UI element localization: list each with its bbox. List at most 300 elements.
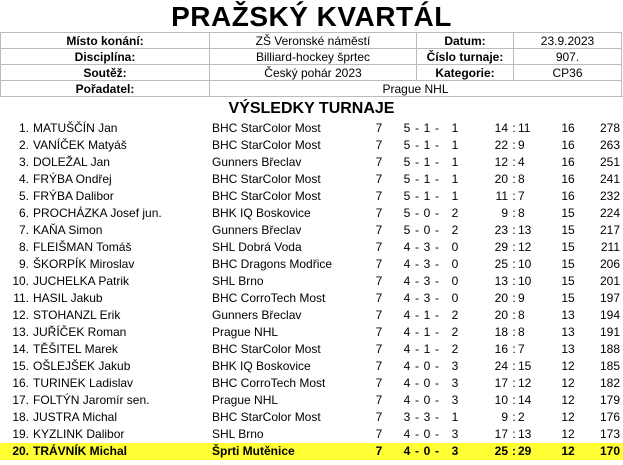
ranking-score: 182 (599, 376, 620, 390)
wdl-separator: - (435, 410, 439, 424)
wins: 4 (403, 274, 411, 288)
wins: 4 (403, 291, 411, 305)
result-rank: 17. (12, 393, 29, 407)
info-row-competition (0, 64, 623, 80)
games-played: 7 (375, 342, 383, 356)
score-separator: : (512, 257, 516, 271)
goals-for: 11 (495, 189, 508, 203)
points: 12 (561, 359, 575, 373)
draws: 3 (423, 291, 431, 305)
result-rank: 13. (12, 325, 29, 339)
player-name: PROCHÁZKA Josef jun. (33, 206, 162, 220)
organizer-value: Prague NHL (209, 80, 622, 96)
goals-for: 25 (494, 444, 508, 458)
losses: 0 (451, 291, 459, 305)
player-name: TURINEK Ladislav (33, 376, 134, 390)
ranking-score: 201 (599, 274, 620, 288)
wdl-separator: - (435, 291, 439, 305)
player-name: HASIL Jakub (33, 291, 103, 305)
wdl-separator: - (415, 240, 419, 254)
points: 16 (561, 155, 575, 169)
result-rank: 9. (18, 257, 29, 271)
score-separator: : (512, 359, 516, 373)
player-name: JUCHELKA Patrik (33, 274, 130, 288)
tournament-no-label: Číslo turnaje: (416, 48, 513, 64)
club-name: BHC StarColor Most (212, 189, 321, 203)
losses: 3 (451, 444, 459, 458)
result-row (0, 409, 623, 426)
results-title: VÝSLEDKY TURNAJE (228, 100, 395, 117)
club-name: SHL Brno (212, 427, 264, 441)
wins: 5 (403, 121, 411, 135)
goals-for: 17 (494, 427, 508, 441)
goals-against: 2 (518, 410, 525, 424)
player-name: DOLEŽAL Jan (33, 155, 110, 169)
goals-against: 11 (518, 121, 531, 135)
result-row (0, 341, 623, 358)
goals-against: 13 (518, 223, 532, 237)
competition-label: Soutěž: (0, 64, 209, 80)
wdl-separator: - (415, 189, 419, 203)
losses: 3 (451, 427, 459, 441)
draws: 0 (423, 393, 431, 407)
score-separator: : (512, 291, 516, 305)
score-separator: : (512, 223, 516, 237)
result-rank: 6. (18, 206, 29, 220)
player-name: JUŘÍČEK Roman (33, 325, 127, 339)
wdl-separator: - (415, 138, 419, 152)
score-separator: : (512, 342, 516, 356)
goals-against: 12 (518, 376, 532, 390)
ranking-score: 176 (599, 410, 620, 424)
wdl-separator: - (415, 342, 419, 356)
points: 12 (561, 444, 575, 458)
games-played: 7 (375, 240, 383, 254)
club-name: BHC Dragons Modřice (212, 257, 333, 271)
draws: 3 (423, 274, 431, 288)
result-rank: 8. (18, 240, 29, 254)
draws: 0 (423, 223, 431, 237)
tournament-title: PRAŽSKÝ KVARTÁL (171, 1, 452, 32)
score-separator: : (512, 155, 516, 169)
losses: 0 (451, 274, 459, 288)
ranking-score: 185 (599, 359, 620, 373)
wdl-separator: - (415, 121, 419, 135)
info-row-organizer (0, 80, 623, 96)
wins: 4 (403, 376, 411, 390)
ranking-score: 206 (599, 257, 620, 271)
result-row (0, 307, 623, 324)
losses: 1 (451, 155, 459, 169)
draws: 1 (423, 155, 431, 169)
goals-against: 15 (518, 359, 532, 373)
ranking-score: 170 (599, 444, 620, 458)
draws: 3 (423, 257, 431, 271)
player-name: KYZLINK Dalibor (33, 427, 125, 441)
losses: 2 (451, 206, 459, 220)
wins: 4 (403, 342, 411, 356)
wdl-separator: - (415, 376, 419, 390)
wdl-separator: - (415, 274, 419, 288)
wins: 5 (403, 172, 411, 186)
wins: 4 (403, 427, 411, 441)
wdl-separator: - (415, 308, 419, 322)
goals-against: 8 (518, 308, 525, 322)
losses: 2 (451, 223, 459, 237)
goals-for: 10 (494, 393, 508, 407)
games-played: 7 (375, 172, 383, 186)
wdl-separator: - (435, 342, 439, 356)
games-played: 7 (375, 444, 383, 458)
result-rank: 20. (12, 444, 29, 458)
wdl-separator: - (415, 427, 419, 441)
goals-against: 4 (518, 155, 525, 169)
draws: 3 (423, 240, 431, 254)
info-row-venue (0, 32, 623, 48)
wdl-separator: - (435, 121, 439, 135)
score-separator: : (512, 172, 516, 186)
ranking-score: 224 (599, 206, 620, 220)
losses: 0 (451, 240, 459, 254)
wdl-separator: - (415, 206, 419, 220)
games-played: 7 (375, 189, 383, 203)
ranking-score: 251 (599, 155, 620, 169)
wdl-separator: - (415, 172, 419, 186)
discipline-value: Billiard-hockey šprtec (209, 48, 416, 64)
points: 15 (561, 291, 575, 305)
games-played: 7 (375, 393, 383, 407)
result-rank: 10. (12, 274, 29, 288)
date-label: Datum: (416, 32, 513, 48)
wdl-separator: - (435, 172, 439, 186)
player-name: KAŇA Simon (33, 223, 103, 237)
score-separator: : (512, 206, 516, 220)
goals-for: 18 (494, 325, 508, 339)
wins: 4 (403, 325, 411, 339)
wins: 4 (403, 359, 411, 373)
wdl-separator: - (435, 206, 439, 220)
wdl-separator: - (415, 393, 419, 407)
result-rank: 2. (18, 138, 29, 152)
result-row (0, 205, 623, 222)
club-name: BHC CorroTech Most (212, 376, 326, 390)
score-separator: : (512, 376, 516, 390)
goals-against: 9 (518, 291, 525, 305)
score-separator: : (512, 189, 516, 203)
goals-against: 12 (518, 240, 532, 254)
points: 13 (561, 325, 575, 339)
score-separator: : (512, 410, 516, 424)
ranking-score: 217 (599, 223, 620, 237)
points: 15 (561, 240, 575, 254)
wins: 4 (403, 257, 411, 271)
games-played: 7 (375, 325, 383, 339)
result-rank: 19. (12, 427, 29, 441)
category-label: Kategorie: (416, 64, 513, 80)
wdl-separator: - (435, 376, 439, 390)
wdl-separator: - (415, 325, 419, 339)
score-separator: : (512, 325, 516, 339)
wins: 4 (403, 308, 411, 322)
games-played: 7 (375, 308, 383, 322)
points: 15 (561, 206, 575, 220)
club-name: BHC StarColor Most (212, 172, 321, 186)
result-row (0, 324, 623, 341)
result-row (0, 375, 623, 392)
player-name: ŠKORPÍK Miroslav (33, 257, 135, 271)
result-rank: 1. (18, 121, 29, 135)
wdl-separator: - (415, 155, 419, 169)
club-name: Gunners Břeclav (212, 308, 302, 322)
losses: 0 (451, 257, 459, 271)
result-row (0, 188, 623, 205)
result-row (0, 222, 623, 239)
competition-value: Český pohár 2023 (209, 64, 416, 80)
wdl-separator: - (435, 393, 439, 407)
goals-for: 29 (494, 240, 508, 254)
club-name: Gunners Břeclav (212, 155, 302, 169)
points: 15 (561, 274, 575, 288)
result-rank: 18. (12, 410, 29, 424)
wdl-separator: - (435, 240, 439, 254)
losses: 3 (451, 359, 459, 373)
wdl-separator: - (435, 257, 439, 271)
ranking-score: 173 (599, 427, 620, 441)
ranking-score: 241 (599, 172, 620, 186)
ranking-score: 179 (599, 393, 620, 407)
losses: 1 (451, 138, 459, 152)
points: 16 (561, 138, 575, 152)
losses: 1 (451, 172, 459, 186)
goals-for: 25 (494, 257, 508, 271)
info-row-discipline (0, 48, 623, 64)
goals-against: 10 (518, 257, 532, 271)
player-name: STOHANZL Erik (33, 308, 121, 322)
wins: 4 (403, 444, 411, 458)
wdl-separator: - (415, 223, 419, 237)
result-row (0, 120, 623, 137)
score-separator: : (512, 393, 516, 407)
wdl-separator: - (415, 359, 419, 373)
games-played: 7 (375, 138, 383, 152)
player-name: TĚŠITEL Marek (33, 342, 118, 356)
ranking-score: 232 (599, 189, 620, 203)
category-value: CP36 (513, 64, 622, 80)
result-row (0, 290, 623, 307)
result-rank: 4. (18, 172, 29, 186)
losses: 1 (451, 410, 459, 424)
wins: 5 (403, 223, 411, 237)
goals-against: 7 (518, 342, 525, 356)
losses: 3 (451, 393, 459, 407)
club-name: BHC CorroTech Most (212, 291, 326, 305)
player-name: FRÝBA Ondřej (33, 172, 112, 186)
score-separator: : (512, 274, 516, 288)
ranking-score: 211 (600, 240, 620, 254)
ranking-score: 191 (599, 325, 620, 339)
games-played: 7 (375, 155, 383, 169)
games-played: 7 (375, 121, 383, 135)
points: 12 (561, 427, 575, 441)
games-played: 7 (375, 206, 383, 220)
goals-against: 7 (518, 189, 525, 203)
score-separator: : (512, 444, 516, 458)
ranking-score: 263 (599, 138, 620, 152)
wins: 5 (403, 155, 411, 169)
club-name: BHC StarColor Most (212, 342, 321, 356)
goals-against: 8 (518, 206, 525, 220)
score-separator: : (512, 427, 516, 441)
points: 15 (561, 257, 575, 271)
draws: 3 (423, 410, 431, 424)
wins: 4 (403, 240, 411, 254)
wdl-separator: - (435, 444, 439, 458)
losses: 2 (451, 342, 459, 356)
player-name: OŠLEJŠEK Jakub (33, 359, 131, 373)
player-name: FLEIŠMAN Tomáš (33, 240, 132, 254)
points: 16 (561, 189, 575, 203)
draws: 1 (423, 308, 431, 322)
result-row (0, 137, 623, 154)
wdl-separator: - (435, 325, 439, 339)
score-separator: : (512, 121, 516, 135)
club-name: Prague NHL (212, 393, 279, 407)
goals-for: 13 (494, 274, 508, 288)
wdl-separator: - (435, 189, 439, 203)
player-name: VANÍČEK Matyáš (33, 138, 127, 152)
result-row (0, 154, 623, 171)
info-table-bottom-border (0, 96, 623, 97)
points: 12 (561, 393, 575, 407)
ranking-score: 197 (599, 291, 620, 305)
draws: 0 (423, 359, 431, 373)
result-row (0, 239, 623, 256)
club-name: Gunners Břeclav (212, 223, 302, 237)
draws: 0 (423, 444, 431, 458)
draws: 1 (423, 121, 431, 135)
draws: 1 (423, 325, 431, 339)
club-name: BHC StarColor Most (212, 121, 321, 135)
club-name: BHK IQ Boskovice (212, 359, 311, 373)
draws: 1 (423, 172, 431, 186)
ranking-score: 278 (599, 121, 620, 135)
result-row (0, 392, 623, 409)
games-played: 7 (375, 376, 383, 390)
points: 12 (561, 410, 575, 424)
wins: 5 (403, 206, 411, 220)
club-name: Šprti Mutěnice (212, 444, 295, 458)
points: 13 (561, 308, 575, 322)
club-name: BHK IQ Boskovice (212, 206, 311, 220)
wins: 4 (403, 393, 411, 407)
club-name: SHL Brno (212, 274, 264, 288)
games-played: 7 (375, 359, 383, 373)
wdl-separator: - (415, 410, 419, 424)
score-separator: : (512, 308, 516, 322)
draws: 0 (423, 427, 431, 441)
result-rank: 3. (18, 155, 29, 169)
wdl-separator: - (435, 427, 439, 441)
result-row (0, 358, 623, 375)
discipline-label: Disciplína: (0, 48, 209, 64)
club-name: Prague NHL (212, 325, 279, 339)
games-played: 7 (375, 257, 383, 271)
goals-for: 20 (494, 172, 508, 186)
goals-for: 14 (494, 121, 508, 135)
points: 13 (561, 342, 575, 356)
club-name: BHC StarColor Most (212, 410, 321, 424)
goals-against: 9 (518, 138, 525, 152)
wdl-separator: - (435, 155, 439, 169)
result-rank: 12. (12, 308, 29, 322)
losses: 2 (451, 308, 459, 322)
goals-for: 20 (494, 291, 508, 305)
games-played: 7 (375, 291, 383, 305)
player-name: FOLTÝN Jaromír sen. (33, 393, 150, 407)
goals-for: 24 (494, 359, 508, 373)
club-name: BHC StarColor Most (212, 138, 321, 152)
score-separator: : (512, 240, 516, 254)
player-name: JUSTRA Michal (33, 410, 118, 424)
draws: 0 (423, 206, 431, 220)
draws: 0 (423, 376, 431, 390)
draws: 1 (423, 138, 431, 152)
player-name: MATUŠČÍN Jan (33, 121, 118, 135)
losses: 2 (451, 325, 459, 339)
draws: 1 (423, 189, 431, 203)
venue-label: Místo konání: (0, 32, 209, 48)
result-rank: 14. (12, 342, 29, 356)
result-row (0, 426, 623, 443)
result-rank: 5. (18, 189, 29, 203)
points: 15 (561, 223, 575, 237)
wdl-separator: - (435, 359, 439, 373)
wins: 5 (403, 189, 411, 203)
goals-for: 17 (494, 376, 508, 390)
wdl-separator: - (435, 223, 439, 237)
goals-for: 16 (494, 342, 508, 356)
wins: 3 (403, 410, 411, 424)
result-row (0, 256, 623, 273)
losses: 1 (451, 121, 459, 135)
ranking-score: 194 (599, 308, 620, 322)
points: 12 (561, 376, 575, 390)
score-separator: : (512, 138, 516, 152)
result-rank: 7. (18, 223, 29, 237)
goals-against: 14 (518, 393, 532, 407)
goals-for: 12 (494, 155, 508, 169)
result-row (0, 171, 623, 188)
wdl-separator: - (415, 291, 419, 305)
losses: 3 (451, 376, 459, 390)
venue-value: ZŠ Veronské náměstí (209, 32, 416, 48)
date-value: 23.9.2023 (513, 32, 622, 48)
goals-for: 22 (494, 138, 508, 152)
wdl-separator: - (415, 257, 419, 271)
result-rank: 16. (12, 376, 29, 390)
goals-against: 13 (518, 427, 532, 441)
goals-against: 8 (518, 172, 525, 186)
games-played: 7 (375, 274, 383, 288)
goals-against: 10 (518, 274, 532, 288)
points: 16 (561, 121, 575, 135)
goals-for: 23 (494, 223, 508, 237)
goals-against: 29 (518, 444, 532, 458)
goals-for: 9 (501, 206, 508, 220)
result-row (0, 273, 623, 290)
games-played: 7 (375, 410, 383, 424)
losses: 1 (451, 189, 459, 203)
